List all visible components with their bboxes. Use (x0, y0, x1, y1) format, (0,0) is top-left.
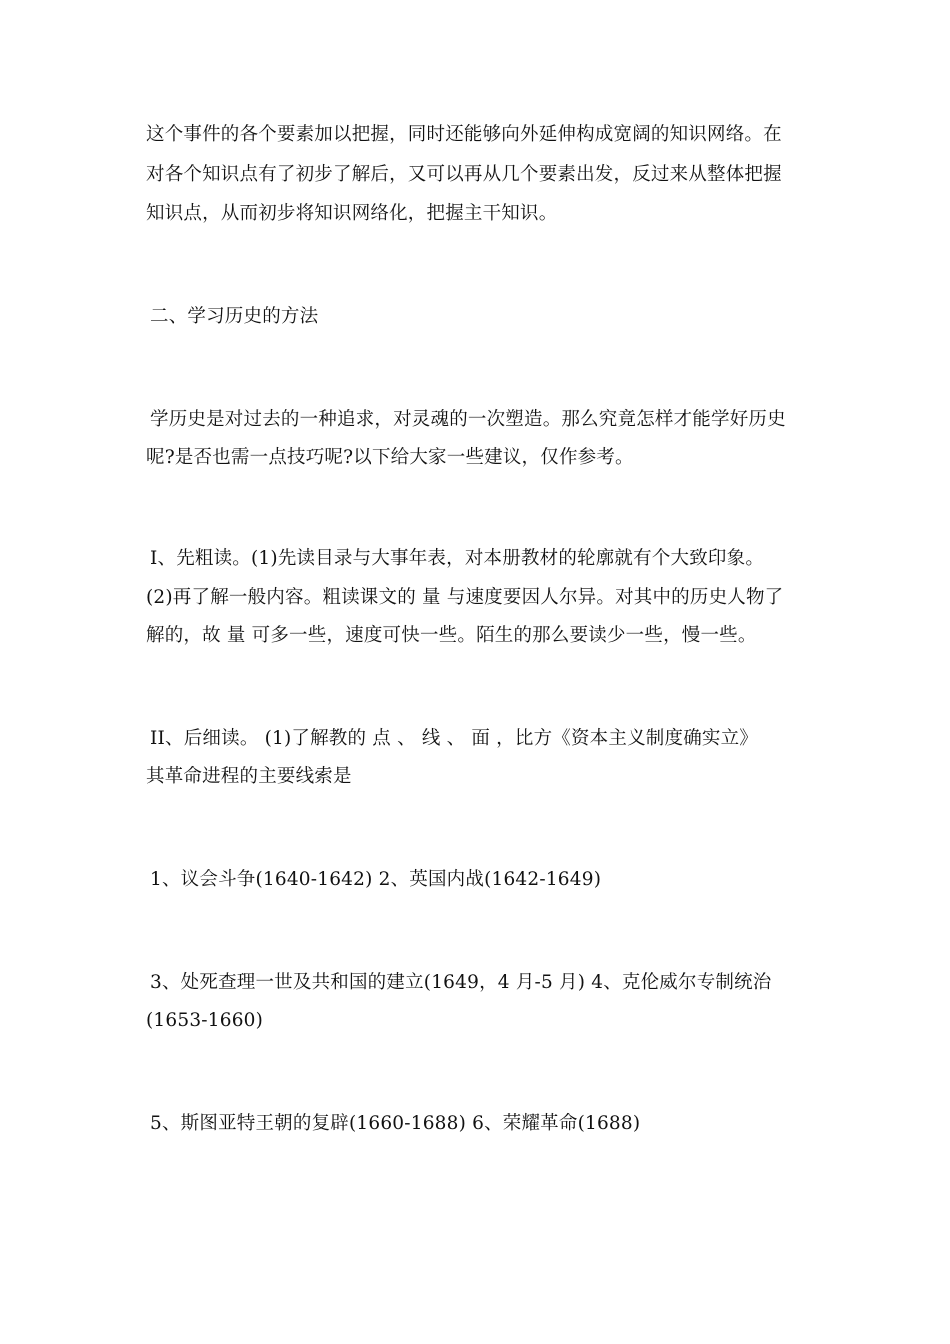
timeline-item-3-4-line-2: (1653-1660) (146, 1010, 264, 1031)
timeline-item-3-4-line-1: 3、处死查理一世及共和国的建立(1649，4 月-5 月) 4、克伦威尔专制统治 (150, 972, 772, 993)
intro-line-1: 这个事件的各个要素加以把握，同时还能够向外延伸构成宽阔的知识网络。在 (146, 124, 782, 145)
intro-line-2: 对各个知识点有了初步了解后，又可以再从几个要素出发，反过来从整体把握 (146, 164, 782, 185)
fine-read-line-2: 其革命进程的主要线索是 (146, 766, 352, 787)
timeline-item-1-2: 1、议会斗争(1640-1642) 2、英国内战(1642-1649) (150, 869, 602, 890)
intro-line-3: 知识点，从而初步将知识网络化，把握主干知识。 (146, 203, 558, 224)
section-heading: 二、学习历史的方法 (150, 306, 319, 327)
rough-read-line-2: (2)再了解一般内容。粗读课文的 量 与速度要因人尔异。对其中的历史人物了 (146, 587, 784, 608)
method-line-1: 学历史是对过去的一种追求，对灵魂的一次塑造。那么究竟怎样才能学好历史 (150, 409, 786, 430)
fine-read-line-1: II、后细读。 (1)了解教的 点 、 线 、 面 ，比方《资本主义制度确实立》 (150, 728, 758, 749)
rough-read-line-3: 解的，故 量 可多一些，速度可快一些。陌生的那么要读少一些，慢一些。 (146, 625, 757, 646)
timeline-item-5-6: 5、斯图亚特王朝的复辟(1660-1688) 6、荣耀革命(1688) (150, 1113, 641, 1134)
rough-read-line-1: I、先粗读。(1)先读目录与大事年表，对本册教材的轮廓就有个大致印象。 (150, 548, 765, 569)
method-line-2: 呢?是否也需一点技巧呢?以下给大家一些建议，仅作参考。 (146, 447, 634, 468)
